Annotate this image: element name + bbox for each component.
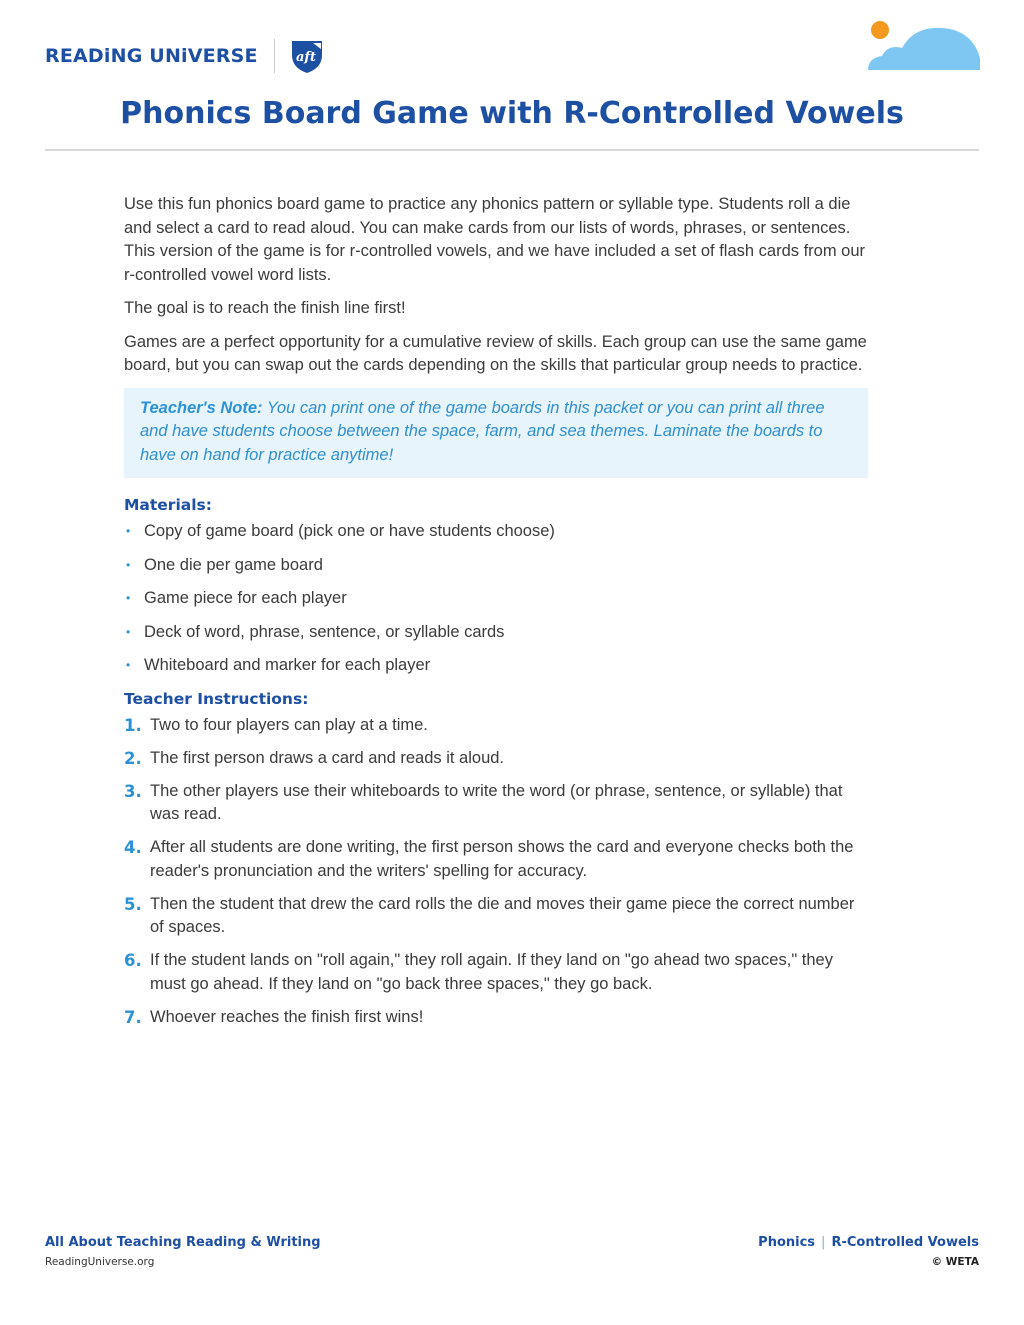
step-number: 3.	[124, 781, 142, 801]
teachers-note-box	[124, 388, 868, 479]
step-text: Whoever reaches the finish first wins!	[150, 1007, 424, 1026]
instructions-heading: Teacher Instructions:	[124, 689, 309, 708]
list-item	[124, 780, 868, 827]
aft-shield-icon	[287, 37, 327, 75]
material-text: Game piece for each player	[144, 589, 347, 607]
step-number: 2.	[124, 748, 142, 768]
footer-url[interactable]: ReadingUniverse.org	[45, 1256, 155, 1268]
step-text: The first person draws a card and reads it aloud.	[150, 748, 505, 767]
footer-tagline: All About Teaching Reading & Writing	[45, 1235, 321, 1250]
goal-paragraph: The goal is to reach the finish line first!	[124, 299, 406, 317]
review-paragraph: Games are a perfect opportunity for a cumulative review of skills. Each group can use the same game board, but you can swap out the cards depending on the skills that particular group needs to practice.	[124, 332, 867, 374]
step-text: Then the student that drew the card rolls the die and moves their game piece the correct number of spaces.	[150, 894, 855, 936]
page-title: Phonics Board Game with R-Controlled Vowels	[120, 96, 904, 131]
materials-heading: Materials:	[124, 496, 212, 514]
bullet-icon: •	[126, 624, 131, 639]
aft-logo-text: aft	[295, 50, 316, 65]
footer-topic-r-controlled: R-Controlled Vowels	[831, 1235, 979, 1250]
list-item	[124, 520, 868, 542]
list-item	[124, 836, 868, 883]
header-divider	[274, 39, 275, 73]
instructions-list	[124, 714, 868, 1030]
step-text: After all students are done writing, the first person shows the card and everyone checks both the reader's pronunciation and the writers' spelling for accuracy.	[150, 838, 854, 880]
footer-topic-phonics: Phonics	[758, 1235, 816, 1250]
step-number: 4.	[124, 838, 142, 857]
step-number: 7.	[124, 1007, 142, 1027]
intro-paragraph: Use this fun phonics board game to practice any phonics pattern or syllable type. Students roll a die and select a card to read aloud. You can make cards from our lists of words, phrases, or sentences. This version of the game is for r-controlled vowels, and we have included a set of flash cards from our r-controlled vowel word lists.	[124, 195, 866, 284]
material-text: Copy of game board (pick one or have students choose)	[144, 522, 555, 540]
topic-separator: |	[821, 1235, 826, 1250]
list-item	[124, 1006, 868, 1030]
header	[45, 36, 327, 76]
material-text: One die per game board	[144, 555, 323, 574]
teachers-note-label: Teacher's Note:	[140, 398, 263, 417]
main-content	[124, 193, 868, 1039]
list-item	[124, 949, 868, 996]
bullet-icon: •	[126, 557, 131, 572]
list-item	[124, 554, 868, 576]
step-number: 1.	[124, 715, 142, 735]
reading-universe-logo: READiNG UNiVERSE	[45, 45, 258, 67]
step-text: The other players use their whiteboards to write the word (or phrase, sentence, or syllable) that was read.	[150, 781, 843, 823]
step-number: 6.	[124, 951, 142, 970]
list-item	[124, 654, 868, 676]
teachers-note-text: You can print one of the game boards in this packet or you can print all three and have students choose between the space, farm, and sea themes. Laminate the boards to have on hand for practice anytime!	[140, 398, 825, 464]
list-item	[124, 714, 868, 738]
footer-copyright: © WETA	[931, 1256, 979, 1268]
bullet-icon: •	[126, 658, 131, 672]
materials-list	[124, 520, 868, 676]
step-number: 5.	[124, 894, 142, 914]
list-item	[124, 621, 868, 643]
list-item	[124, 587, 868, 609]
title-divider	[45, 149, 979, 151]
sun-cloud-icon	[862, 18, 982, 74]
bullet-icon: •	[126, 591, 131, 605]
footer-left	[45, 1235, 321, 1268]
footer-right	[758, 1235, 979, 1268]
step-text: If the student lands on "roll again," they roll again. If they land on "go ahead two spaces," they must go ahead. If they land on "go back three spaces," they go back.	[150, 951, 833, 993]
footer-topics	[758, 1235, 979, 1250]
bullet-icon: •	[126, 524, 131, 538]
step-text: Two to four players can play at a time.	[150, 715, 428, 734]
material-text: Deck of word, phrase, sentence, or syllable cards	[144, 622, 505, 641]
list-item	[124, 747, 868, 771]
material-text: Whiteboard and marker for each player	[144, 656, 431, 674]
list-item	[124, 893, 868, 940]
